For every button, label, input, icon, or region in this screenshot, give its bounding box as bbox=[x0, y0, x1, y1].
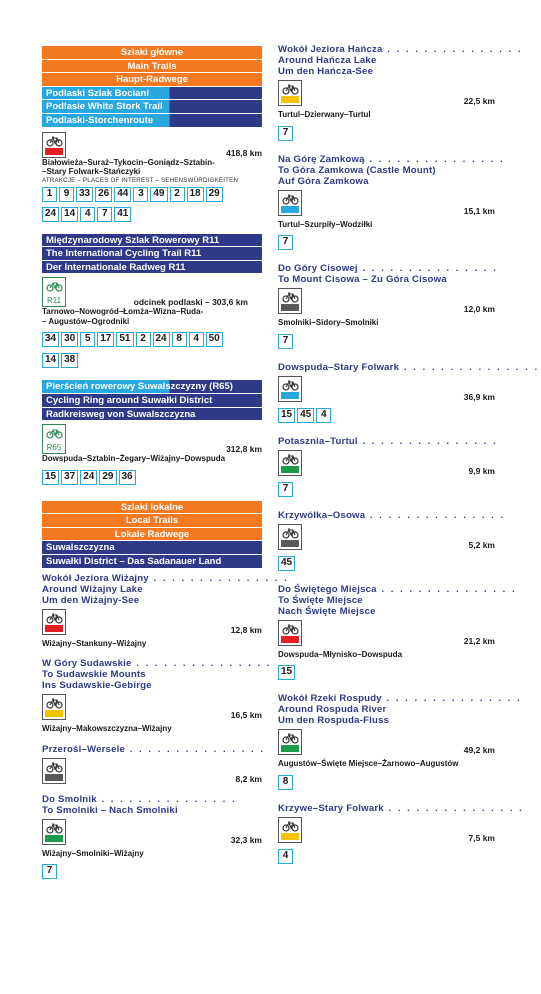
attraction-number[interactable]: 7 bbox=[278, 235, 293, 250]
attraction-number[interactable]: 37 bbox=[61, 470, 78, 485]
route-title-text: Um den Hańcza-See bbox=[278, 66, 374, 77]
route-info-row bbox=[42, 819, 262, 845]
route-info-row bbox=[42, 694, 262, 720]
leader-dots: . . . . . . . . . . . . . . . bbox=[383, 802, 524, 814]
route-title bbox=[278, 802, 524, 814]
route-title bbox=[42, 794, 262, 816]
route-title-line bbox=[42, 658, 272, 670]
bicycle-icon bbox=[42, 424, 66, 454]
route-entry bbox=[278, 509, 506, 571]
route-title-text: Na Górę Zamkową bbox=[278, 153, 365, 165]
route-title-text: Auf Góra Zamkowa bbox=[278, 175, 369, 187]
bicycle-icon bbox=[42, 694, 66, 720]
attraction-numbers bbox=[42, 470, 262, 485]
route-distance: 49,2 km bbox=[463, 745, 495, 755]
route-color-marker bbox=[45, 710, 63, 717]
attraction-numbers bbox=[278, 482, 495, 497]
route-description: Turtul–Szurpiły–Wodziłki bbox=[278, 219, 373, 229]
route-title-text: Potasznia–Turtul bbox=[278, 435, 358, 447]
leader-dots: . . . . . . . . . . . . . . . bbox=[357, 263, 498, 274]
route-title bbox=[42, 658, 272, 692]
leader-dots: . . . . . . . . . . . . . . . bbox=[399, 361, 540, 373]
bicycle-icon bbox=[42, 609, 66, 635]
attraction-number[interactable]: 5 bbox=[80, 332, 95, 347]
attraction-number[interactable]: 49 bbox=[150, 187, 167, 202]
leader-dots: . . . . . . . . . . . . . . . bbox=[125, 743, 265, 755]
route-entry bbox=[42, 743, 265, 784]
attraction-number[interactable]: 41 bbox=[114, 207, 131, 222]
leader-dots: . . . . . . . . . . . . . . . bbox=[382, 44, 523, 55]
route-title bbox=[278, 509, 506, 521]
bicycle-icon bbox=[278, 190, 302, 216]
route-title bbox=[278, 693, 522, 726]
attraction-number[interactable]: 24 bbox=[80, 470, 97, 485]
route-entry bbox=[278, 583, 517, 681]
route-color-marker bbox=[281, 745, 299, 752]
route-color-marker bbox=[281, 466, 299, 473]
route-title-text: W Góry Sudawskie bbox=[42, 658, 132, 670]
attraction-number[interactable]: 15 bbox=[278, 665, 295, 680]
attraction-numbers bbox=[42, 207, 262, 222]
route-info-row bbox=[42, 277, 262, 307]
route-description: Dowspuda–Młynisko–Dowspuda bbox=[278, 649, 403, 659]
bicycle-icon bbox=[42, 132, 66, 158]
leader-dots: . . . . . . . . . . . . . . . bbox=[381, 693, 522, 704]
attraction-numbers bbox=[42, 332, 262, 347]
route-title bbox=[278, 583, 517, 617]
route-title-text: Um den Rospuda-Fluss bbox=[278, 715, 390, 726]
route-title bbox=[278, 263, 498, 285]
route-title-line bbox=[278, 595, 495, 606]
attraction-number[interactable]: 33 bbox=[76, 187, 93, 202]
attraction-number[interactable]: 3 bbox=[133, 187, 148, 202]
route-info-row bbox=[278, 729, 495, 755]
route-title-text: Krzywe–Stary Folwark bbox=[278, 802, 384, 814]
route-color-marker bbox=[45, 774, 63, 781]
route-entry bbox=[278, 361, 540, 423]
leader-dots: . . . . . . . . . . . . . . . bbox=[357, 435, 498, 447]
route-title-text: To Mount Cisowa – Zu Góra Cisowa bbox=[278, 274, 447, 285]
leader-dots: . . . . . . . . . . . . . . . bbox=[376, 583, 517, 595]
route-info-row bbox=[278, 450, 495, 476]
route-description-line-2: –Stary Folwark–Stańczyki bbox=[42, 167, 141, 177]
route-info-row bbox=[42, 609, 262, 635]
bicycle-icon bbox=[278, 288, 302, 314]
route-distance: 12,8 km bbox=[230, 624, 262, 635]
local-trails-section bbox=[42, 501, 262, 569]
attraction-numbers bbox=[42, 864, 262, 879]
route-description-line-2: – Augustów–Ogrodniki bbox=[42, 316, 130, 326]
route-info-row bbox=[278, 376, 495, 402]
attraction-number[interactable]: 7 bbox=[278, 126, 293, 141]
main-trails-heading-pl: Szlaki główne bbox=[42, 46, 262, 60]
attraction-number[interactable]: 4 bbox=[189, 332, 204, 347]
route-title-line bbox=[278, 435, 498, 447]
attraction-number[interactable]: 8 bbox=[278, 775, 293, 790]
route-title-line bbox=[278, 153, 505, 165]
route-distance: 16,5 km bbox=[230, 710, 262, 721]
right-column bbox=[278, 44, 540, 877]
route-title bbox=[278, 44, 523, 77]
r65-heading-en: Cycling Ring around Suwałki District bbox=[42, 394, 262, 408]
route-description: Wiżajny–Smolniki–Wiżajny bbox=[42, 848, 144, 858]
route-description: Augustów–Święte Miejsce–Żarnowo–Augustów bbox=[278, 759, 459, 768]
route-entry bbox=[42, 658, 272, 734]
route-distance: 8,2 km bbox=[235, 773, 262, 784]
route-title-line bbox=[42, 595, 262, 606]
route-title bbox=[278, 435, 498, 447]
attraction-number[interactable]: 26 bbox=[95, 187, 112, 202]
route-info-row bbox=[42, 758, 262, 784]
route-title-line bbox=[42, 680, 262, 691]
route-distance: 32,3 km bbox=[230, 834, 262, 845]
r11-section bbox=[42, 234, 262, 369]
route-title-text: Nach Święte Miejsce bbox=[278, 605, 376, 617]
route-title-text: Dowspuda–Stary Folwark bbox=[278, 361, 400, 373]
route-title bbox=[42, 743, 265, 755]
route-entry bbox=[278, 44, 523, 141]
route-title bbox=[42, 572, 289, 606]
route-distance: 5,2 km bbox=[468, 539, 495, 550]
route-distance: odcinek podlaski – 303,6 km bbox=[133, 297, 248, 308]
attraction-number[interactable]: 15 bbox=[278, 408, 295, 423]
route-title-line bbox=[278, 802, 524, 814]
route-info-row bbox=[278, 288, 495, 314]
leader-dots: . . . . . . . . . . . . . . . bbox=[148, 572, 289, 584]
route-distance: 7,5 km bbox=[468, 832, 495, 843]
attraction-number[interactable]: 45 bbox=[297, 408, 314, 423]
route-distance: 22,5 km bbox=[463, 96, 495, 106]
routes-list bbox=[278, 44, 540, 864]
stork-trail-heading-en: Podlasie White Stork Trail bbox=[42, 100, 262, 114]
bicycle-icon bbox=[278, 376, 302, 402]
route-color-marker bbox=[281, 304, 299, 311]
attraction-number[interactable]: 38 bbox=[61, 353, 78, 368]
suwalki-heading-en-de: Suwałki District – Das Sadanauer Land bbox=[42, 555, 262, 569]
route-title-text: Around Wiżajny Lake bbox=[42, 583, 143, 595]
route-entry bbox=[278, 153, 505, 251]
attraction-numbers bbox=[278, 126, 495, 141]
route-title-line bbox=[278, 693, 522, 704]
attraction-number[interactable]: 7 bbox=[97, 207, 112, 222]
route-info-row bbox=[42, 424, 262, 454]
route-description-line-1: Tarnowo–Nowogród–Łomża–Wizna–Ruda- bbox=[42, 307, 204, 317]
attraction-numbers bbox=[278, 775, 495, 790]
route-distance: 12,0 km bbox=[463, 304, 495, 314]
leader-dots: . . . . . . . . . . . . . . . bbox=[365, 509, 506, 521]
stork-trail-heading-pl: Podlaski Szlak Bociani bbox=[42, 87, 262, 101]
route-title-text: Wokół Jeziora Wiżajny bbox=[42, 572, 149, 584]
main-trails-heading-de: Haupt-Radwege bbox=[42, 73, 262, 87]
attraction-numbers bbox=[278, 665, 495, 680]
attraction-number[interactable]: 17 bbox=[97, 332, 114, 347]
local-trails-heading-en: Local Trails bbox=[42, 514, 262, 528]
route-color-marker bbox=[281, 392, 299, 399]
bicycle-icon bbox=[42, 819, 66, 845]
route-title-line bbox=[278, 509, 506, 521]
attraction-number[interactable]: 14 bbox=[61, 207, 78, 222]
route-distance: 15,1 km bbox=[463, 205, 495, 216]
route-distance: 36,9 km bbox=[463, 391, 495, 402]
attraction-number[interactable]: 7 bbox=[278, 482, 293, 497]
route-title-text: Around Hańcza Lake bbox=[278, 55, 377, 66]
suwalki-heading-pl: Suwalszczyzna bbox=[42, 541, 262, 555]
attraction-number[interactable]: 34 bbox=[42, 332, 59, 347]
route-entry bbox=[42, 794, 262, 880]
leader-dots: . . . . . . . . . . . . . . . bbox=[131, 658, 272, 670]
attraction-number[interactable]: 4 bbox=[80, 207, 95, 222]
route-title-text: Krzywólka–Osowa bbox=[278, 509, 366, 521]
route-title-line bbox=[278, 55, 495, 66]
main-trails-section bbox=[42, 46, 262, 222]
attraction-number[interactable]: 4 bbox=[278, 849, 293, 864]
attraction-number[interactable]: 36 bbox=[119, 470, 136, 485]
r11-heading-pl: Międzynarodowy Szlak Rowerowy R11 bbox=[42, 234, 262, 248]
bicycle-icon bbox=[278, 524, 302, 550]
route-title-text: To Góra Zamkowa (Castle Mount) bbox=[278, 164, 436, 176]
route-info-row bbox=[278, 817, 495, 843]
attraction-numbers bbox=[278, 334, 495, 349]
route-title-line bbox=[278, 274, 495, 285]
bicycle-icon bbox=[278, 729, 302, 755]
route-title-line bbox=[278, 361, 540, 373]
attraction-number[interactable]: 7 bbox=[42, 864, 57, 879]
route-description: Smolniki–Sidory–Smolniki bbox=[278, 318, 379, 327]
r11-heading-en: The International Cycling Trail R11 bbox=[42, 247, 262, 261]
leader-dots: . . . . . . . . . . . . . . . bbox=[364, 153, 505, 165]
leader-dots: . . . . . . . . . . . . . . . bbox=[96, 793, 237, 805]
attraction-number[interactable]: 8 bbox=[172, 332, 187, 347]
route-title-line bbox=[42, 572, 289, 584]
r65-heading-pl: Pierścień rowerowy Suwalszczyzny (R65) bbox=[42, 380, 262, 394]
route-color-marker bbox=[45, 148, 63, 155]
route-color-marker bbox=[281, 96, 299, 103]
attraction-number[interactable]: 2 bbox=[170, 187, 185, 202]
attraction-numbers bbox=[278, 235, 495, 250]
route-distance: 21,2 km bbox=[463, 635, 495, 646]
route-title-line bbox=[278, 606, 495, 617]
route-title-text: Do Góry Cisowej bbox=[278, 263, 358, 274]
attraction-number[interactable]: 29 bbox=[99, 470, 116, 485]
route-description: Dowspuda–Sztabin–Żegary–Wiżajny–Dowspuda bbox=[42, 454, 226, 464]
route-entry bbox=[278, 693, 522, 790]
route-title-line bbox=[278, 165, 495, 176]
route-entry bbox=[278, 802, 524, 864]
route-title-text: To Smolniki – Nach Smolniki bbox=[42, 804, 178, 816]
attraction-number[interactable]: 51 bbox=[116, 332, 133, 347]
route-info-row bbox=[42, 132, 262, 158]
main-trails-heading-en: Main Trails bbox=[42, 60, 262, 74]
route-entry bbox=[278, 263, 498, 349]
route-title-text: Um den Wiżajny-See bbox=[42, 594, 140, 606]
route-color-marker bbox=[281, 636, 299, 643]
route-code: R11 bbox=[46, 296, 62, 306]
route-title-text: Do Świętego Miejsca bbox=[278, 583, 377, 595]
attraction-number[interactable]: 24 bbox=[42, 207, 59, 222]
route-title-line bbox=[42, 794, 262, 805]
attraction-number[interactable]: 9 bbox=[59, 187, 74, 202]
route-entry bbox=[278, 435, 498, 497]
route-distance: 9,9 km bbox=[468, 465, 495, 476]
r11-heading-de: Der Internationale Radweg R11 bbox=[42, 261, 262, 275]
attraction-number[interactable]: 29 bbox=[206, 187, 223, 202]
route-code: R65 bbox=[46, 443, 62, 453]
left-column bbox=[42, 46, 289, 889]
route-info-row bbox=[278, 190, 495, 216]
bicycle-icon bbox=[278, 450, 302, 476]
route-title-text: Do Smolnik bbox=[42, 793, 97, 805]
route-description: Wiżajny–Makowszczyzna–Wiżajny bbox=[42, 724, 172, 734]
bicycle-icon bbox=[42, 277, 66, 307]
route-title-line bbox=[278, 263, 498, 274]
route-title-line bbox=[278, 704, 495, 715]
attraction-number[interactable]: 30 bbox=[61, 332, 78, 347]
attraction-numbers bbox=[42, 353, 262, 368]
bicycle-icon bbox=[278, 817, 302, 843]
bicycle-icon bbox=[42, 758, 66, 784]
route-description: Wiżajny–Stankuny–Wiżajny bbox=[42, 638, 147, 648]
attraction-numbers bbox=[278, 849, 495, 864]
route-title-text: Wokół Rzeki Rospudy bbox=[278, 693, 382, 704]
bicycle-icon bbox=[278, 80, 302, 106]
route-title-text: Wokół Jeziora Hańcza bbox=[278, 44, 383, 55]
route-title-text: To Święte Miejsce bbox=[278, 594, 363, 606]
stork-trail-heading-de: Podlaski-Storchenroute bbox=[42, 114, 262, 128]
route-title-line bbox=[278, 176, 495, 187]
bicycle-icon bbox=[278, 620, 302, 646]
attractions-label: ATRAKCJE – PLACES OF INTEREST – SEHENSWÜRDIGKEITEN bbox=[42, 176, 239, 184]
route-description: Turtul–Dzierwany–Turtul bbox=[278, 110, 371, 119]
attraction-numbers bbox=[42, 187, 257, 202]
route-description-line-1: Białowieża–Suraż–Tykocin–Goniądz–Sztabin- bbox=[42, 157, 215, 167]
route-color-marker bbox=[281, 540, 299, 547]
route-title-line bbox=[278, 583, 517, 595]
route-title-text: Ins Sudawskie-Gebirge bbox=[42, 680, 152, 692]
route-title-line bbox=[42, 805, 262, 816]
route-title-line bbox=[42, 743, 265, 755]
route-title bbox=[278, 153, 505, 187]
route-title-line bbox=[42, 584, 262, 595]
attraction-number[interactable]: 15 bbox=[42, 470, 59, 485]
attraction-number[interactable]: 24 bbox=[153, 332, 170, 347]
route-distance: 312,8 km bbox=[226, 444, 262, 455]
attraction-number[interactable]: 2 bbox=[136, 332, 151, 347]
route-title bbox=[278, 361, 540, 373]
attraction-number[interactable]: 50 bbox=[206, 332, 223, 347]
attraction-number[interactable]: 7 bbox=[278, 334, 293, 349]
attraction-number[interactable]: 14 bbox=[42, 353, 59, 368]
route-title-line bbox=[278, 715, 495, 726]
attraction-number[interactable]: 1 bbox=[42, 187, 57, 202]
route-title-line bbox=[278, 66, 495, 77]
attraction-number[interactable]: 4 bbox=[316, 408, 331, 423]
attraction-number[interactable]: 18 bbox=[187, 187, 204, 202]
route-title-text: Around Rospuda River bbox=[278, 704, 387, 715]
route-title-line bbox=[278, 44, 523, 55]
route-title-text: To Sudawskie Mounts bbox=[42, 669, 146, 681]
route-color-marker bbox=[281, 833, 299, 840]
route-title-line bbox=[42, 669, 262, 680]
route-color-marker bbox=[281, 206, 299, 213]
route-title-text: Przerośl–Wersele bbox=[42, 743, 126, 755]
attraction-number[interactable]: 44 bbox=[114, 187, 131, 202]
route-info-row bbox=[278, 80, 495, 106]
attraction-number[interactable]: 45 bbox=[278, 556, 295, 571]
local-trails-heading-de: Lokale Radwege bbox=[42, 528, 262, 542]
local-trails-heading-pl: Szlaki lokalne bbox=[42, 501, 262, 515]
r65-section bbox=[42, 380, 262, 484]
attraction-numbers bbox=[278, 408, 495, 423]
route-distance: 418,8 km bbox=[226, 147, 262, 158]
route-info-row bbox=[278, 620, 495, 646]
r65-heading-de: Radkreisweg von Suwalszczyzna bbox=[42, 408, 262, 422]
route-info-row bbox=[278, 524, 495, 550]
route-color-marker bbox=[45, 835, 63, 842]
attraction-numbers bbox=[278, 556, 495, 571]
route-color-marker bbox=[45, 625, 63, 632]
route-entry bbox=[42, 572, 289, 649]
